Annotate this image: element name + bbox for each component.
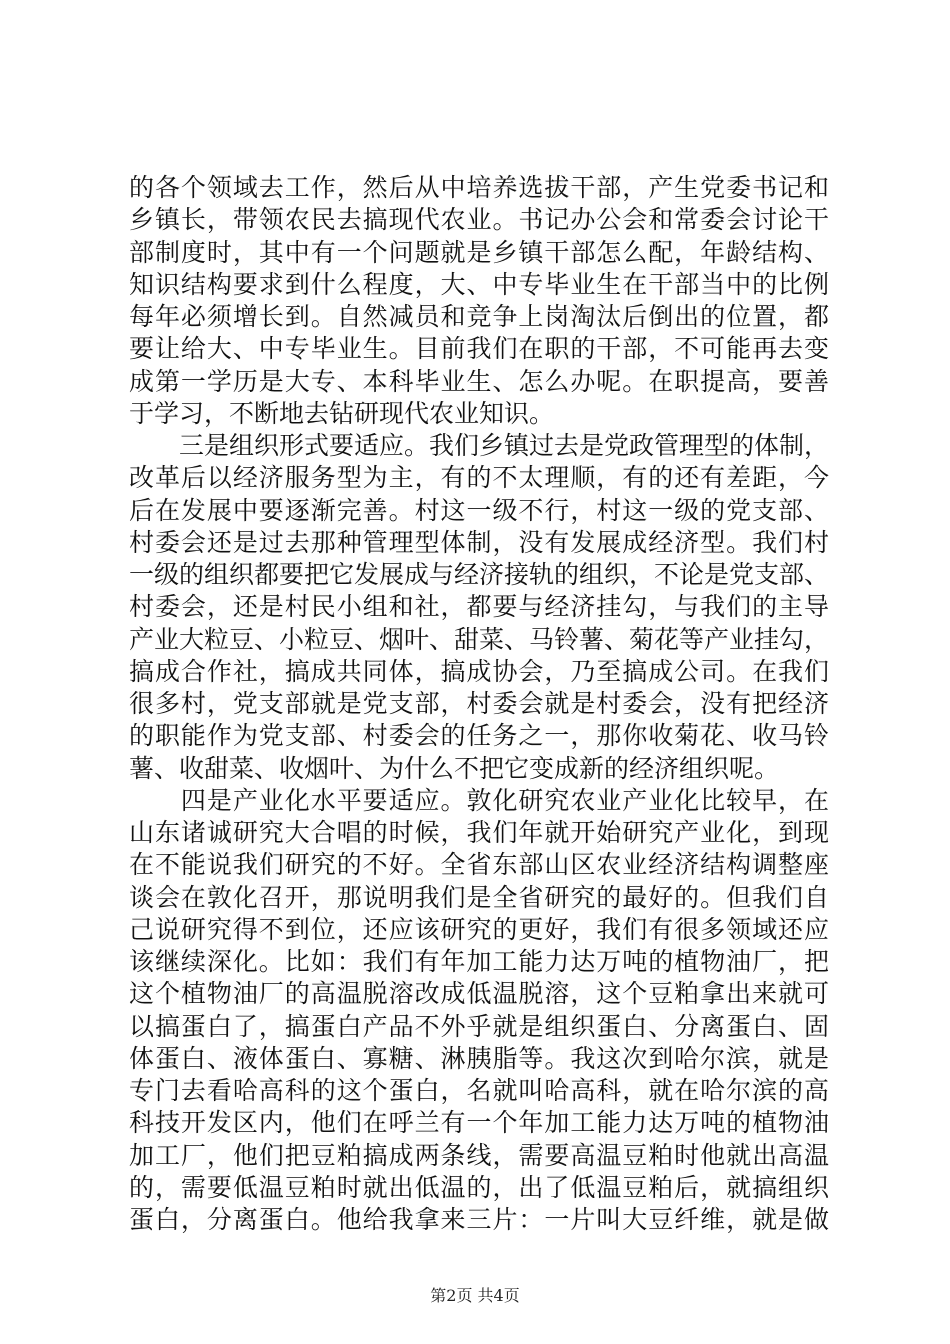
page-footer (0, 1283, 950, 1306)
text-line: 村委会，还是村民小组和社，都要与经济挂勾，与我们的主导 (129, 592, 829, 622)
body-text (129, 172, 829, 1236)
text-line: 以搞蛋白了，搞蛋白产品不外乎就是组织蛋白、分离蛋白、固 (129, 1011, 829, 1041)
text-line: 一级的组织都要把它发展成与经济接轨的组织，不论是党支部、 (129, 560, 830, 589)
text-line: 部制度时，其中有一个问题就是乡镇干部怎么配，年龄结构、 (129, 237, 829, 267)
text-line: 于学习，不断地去钻研现代农业知识。 (129, 398, 555, 428)
text-line: 乡镇长，带领农民去搞现代农业。书记办公会和常委会讨论干 (129, 205, 829, 235)
text-line: 每年必须增长到。自然减员和竞争上岗淘汰后倒出的位置，都 (129, 302, 829, 331)
text-line: 在不能说我们研究的不好。全省东部山区农业经济结构调整座 (129, 850, 829, 880)
text-line: 成第一学历是大专、本科毕业生、怎么办呢。在职提高，要善 (129, 366, 829, 396)
text-line: 薯、收甜菜、收烟叶、为什么不把它变成新的经济组织呢。 (129, 753, 780, 783)
text-line: 搞成合作社，搞成共同体，搞成协会，乃至搞成公司。在我们 (129, 656, 829, 686)
page-number: 第2页 共4页 (430, 1286, 520, 1305)
text-line: 蛋白，分离蛋白。他给我拿来三片：一片叫大豆纤维，就是做 (129, 1205, 829, 1234)
text-line: 的，需要低温豆粕时就出低温的，出了低温豆粕后，就搞组织 (129, 1172, 829, 1202)
text-line: 后在发展中要逐渐完善。村这一级不行，村这一级的党支部、 (129, 495, 829, 525)
text-line: 四是产业化水平要适应。敦化研究农业产业化比较早，在 (129, 785, 829, 815)
text-line: 产业大粒豆、小粒豆、烟叶、甜菜、马铃薯、菊花等产业挂勾， (129, 624, 830, 654)
text-line: 己说研究得不到位，还应该研究的更好，我们有很多领域还应 (129, 914, 829, 944)
text-line: 很多村，党支部就是党支部，村委会就是村委会，没有把经济 (129, 689, 829, 718)
text-line: 该继续深化。比如：我们有年加工能力达万吨的植物油厂，把 (129, 947, 829, 976)
text-line: 山东诸诚研究大合唱的时候，我们年就开始研究产业化，到现 (129, 818, 829, 847)
text-line: 改革后以经济服务型为主，有的不太理顺，有的还有差距，今 (129, 463, 829, 493)
text-line: 三是组织形式要适应。我们乡镇过去是党政管理型的体制， (129, 431, 830, 460)
text-line: 村委会还是过去那种管理型体制，没有发展成经济型。我们村 (129, 527, 829, 557)
text-line: 这个植物油厂的高温脱溶改成低温脱溶，这个豆粕拿出来就可 (129, 979, 829, 1009)
text-line: 科技开发区内，他们在呼兰有一个年加工能力达万吨的植物油 (129, 1108, 829, 1138)
text-line: 知识结构要求到什么程度，大、中专毕业生在干部当中的比例 (129, 269, 829, 299)
text-line: 要让给大、中专毕业生。目前我们在职的干部，不可能再去变 (129, 334, 829, 364)
text-line: 谈会在敦化召开，那说明我们是全省研究的最好的。但我们自 (129, 882, 829, 912)
text-line: 的职能作为党支部、村委会的任务之一，那你收菊花、收马铃 (129, 721, 829, 751)
text-line: 加工厂，他们把豆粕搞成两条线，需要高温豆粕时他就出高温 (129, 1140, 829, 1170)
text-line: 的各个领域去工作，然后从中培养选拔干部，产生党委书记和 (129, 173, 829, 202)
text-line: 体蛋白、液体蛋白、寡糖、淋胰脂等。我这次到哈尔滨，就是 (129, 1043, 829, 1073)
text-line: 专门去看哈高科的这个蛋白，名就叫哈高科，就在哈尔滨的高 (129, 1076, 829, 1105)
